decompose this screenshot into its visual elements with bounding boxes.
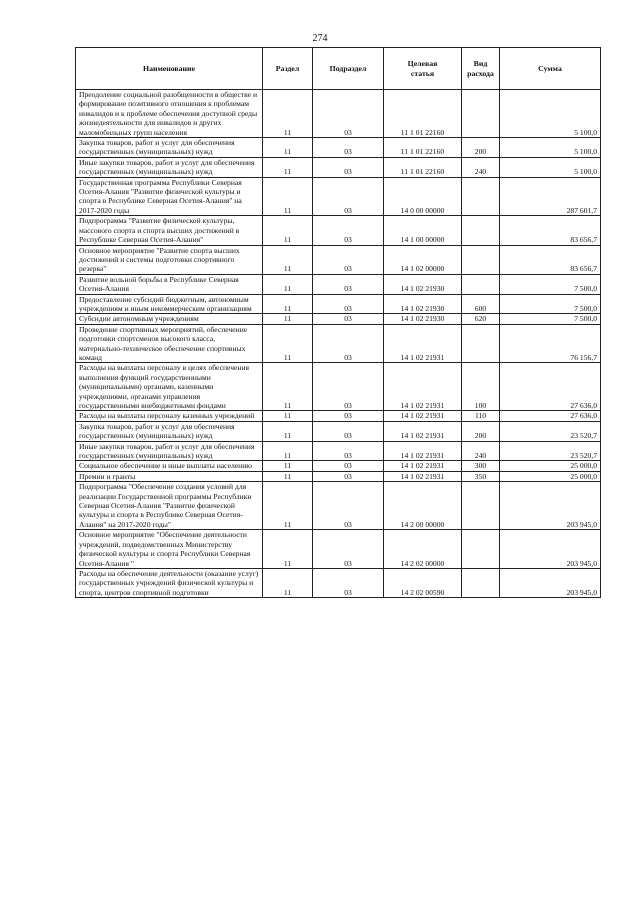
table-row [76,568,601,597]
cell-expense: 240 [462,441,500,461]
cell-expense: 200 [462,138,500,158]
cell-section: 11 [263,324,313,363]
cell-expense: 240 [462,157,500,177]
header-expense-line1: Вид [473,58,488,68]
table-row [76,421,601,441]
cell-amount: 287 601,7 [500,177,601,216]
cell-name: Иные закупки товаров, работ и услуг для обеспечения государственных (муниципальных) нужд [76,157,263,177]
cell-section: 11 [263,274,313,294]
table-row [76,157,601,177]
cell-target: 14 1 02 21930 [384,314,462,324]
cell-amount: 7 500,0 [500,294,601,314]
header-name: Наименование [76,48,263,90]
cell-name: Подпрограмма "Развитие физической культуры, массового спорта и спорта высших достижений в Республике Северная Осетия-Алания" [76,216,263,245]
table-row [76,314,601,324]
cell-amount: 27 636,0 [500,363,601,411]
cell-target: 14 1 02 00000 [384,245,462,274]
budget-table [75,47,601,598]
cell-expense: 350 [462,471,500,481]
table-row [76,471,601,481]
cell-section: 11 [263,471,313,481]
cell-subsection: 03 [313,314,384,324]
cell-name: Премии и гранты [76,471,263,481]
cell-name: Расходы на выплаты персоналу в целях обеспечения выполнения функций государственными (муниципальными) органами, казенными учреждениями, органами управления государственными внебюджетными фондами [76,363,263,411]
header-target [384,48,462,90]
cell-expense: 600 [462,294,500,314]
cell-target: 14 1 02 21931 [384,441,462,461]
cell-target: 14 1 02 21931 [384,461,462,471]
cell-expense: 300 [462,461,500,471]
header-expense [462,48,500,90]
cell-subsection: 03 [313,157,384,177]
cell-target: 14 2 00 00000 [384,482,462,530]
cell-subsection: 03 [313,363,384,411]
cell-expense: 620 [462,314,500,324]
cell-name: Иные закупки товаров, работ и услуг для обеспечения государственных (муниципальных) нужд [76,441,263,461]
cell-target: 11 1 01 22160 [384,90,462,138]
table-row [76,274,601,294]
cell-expense [462,274,500,294]
cell-name: Проведение спортивных мероприятий, обеспечение подготовки спортсменов высокого класса, материально-техническое обеспечение спортивных команд [76,324,263,363]
cell-target: 14 1 02 21931 [384,363,462,411]
cell-expense [462,216,500,245]
table-row [76,324,601,363]
table-row [76,294,601,314]
cell-expense [462,482,500,530]
cell-section: 11 [263,177,313,216]
cell-name: Подпрограмма "Обеспечение создания условий для реализации Государственной программы Республики Северная Осетия-Алания "Развитие физической культуры и спорта в Республике Северная Осетия-Алания" на 2017-2020 годы" [76,482,263,530]
header-section: Раздел [263,48,313,90]
cell-amount: 203 945,0 [500,530,601,569]
cell-amount: 7 500,0 [500,314,601,324]
table-row [76,461,601,471]
cell-name: Закупка товаров, работ и услуг для обеспечения государственных (муниципальных) нужд [76,138,263,158]
cell-amount: 27 636,0 [500,411,601,421]
cell-subsection: 03 [313,274,384,294]
header-target-line2: статья [410,68,435,78]
table-row [76,138,601,158]
cell-subsection: 03 [313,90,384,138]
cell-target: 11 1 01 22160 [384,157,462,177]
table-row [76,530,601,569]
cell-amount: 83 656,7 [500,216,601,245]
cell-subsection: 03 [313,177,384,216]
cell-name: Закупка товаров, работ и услуг для обеспечения государственных (муниципальных) нужд [76,421,263,441]
cell-section: 11 [263,216,313,245]
cell-amount: 25 000,0 [500,461,601,471]
cell-expense [462,245,500,274]
cell-target: 14 1 02 21930 [384,294,462,314]
cell-amount: 76 156,7 [500,324,601,363]
cell-subsection: 03 [313,216,384,245]
cell-expense [462,90,500,138]
cell-target: 14 1 02 21930 [384,274,462,294]
cell-section: 11 [263,157,313,177]
cell-expense [462,568,500,597]
cell-subsection: 03 [313,421,384,441]
cell-subsection: 03 [313,245,384,274]
cell-name: Развитие вольной борьбы в Республике Северная Осетия-Алания [76,274,263,294]
cell-name: Расходы на обеспечение деятельности (оказание услуг) государственных учреждений физической культуры и спорта, центров спортивной подготовки [76,568,263,597]
table-row [76,441,601,461]
cell-amount: 7 500,0 [500,274,601,294]
cell-subsection: 03 [313,482,384,530]
cell-target: 14 1 02 21931 [384,324,462,363]
cell-section: 11 [263,461,313,471]
cell-target: 14 1 02 21931 [384,421,462,441]
cell-target: 14 1 02 21931 [384,411,462,421]
cell-name: Расходы на выплаты персоналу казенных учреждений [76,411,263,421]
header-subsection: Подраздел [313,48,384,90]
table-row [76,411,601,421]
cell-subsection: 03 [313,530,384,569]
cell-expense: 200 [462,421,500,441]
cell-section: 11 [263,530,313,569]
cell-target: 14 1 00 00000 [384,216,462,245]
cell-amount: 5 100,0 [500,138,601,158]
cell-subsection: 03 [313,568,384,597]
table-row [76,245,601,274]
page-number: 274 [312,33,328,44]
cell-section: 11 [263,138,313,158]
table-row [76,482,601,530]
table-header [76,48,601,90]
cell-target: 14 1 02 21931 [384,471,462,481]
cell-target: 14 2 02 00000 [384,530,462,569]
cell-name: Субсидии автономным учреждениям [76,314,263,324]
cell-amount: 203 945,0 [500,568,601,597]
cell-section: 11 [263,421,313,441]
cell-subsection: 03 [313,441,384,461]
cell-expense: 100 [462,363,500,411]
cell-subsection: 03 [313,294,384,314]
cell-target: 14 2 02 00590 [384,568,462,597]
cell-amount: 25 000,0 [500,471,601,481]
cell-expense [462,324,500,363]
cell-name: Предоставление субсидий бюджетным, автономным учреждениям и иным некоммерческим организациям [76,294,263,314]
table-row [76,216,601,245]
header-amount: Сумма [500,48,601,90]
cell-section: 11 [263,482,313,530]
cell-section: 11 [263,294,313,314]
cell-amount: 203 945,0 [500,482,601,530]
cell-amount: 23 520,7 [500,421,601,441]
cell-section: 11 [263,245,313,274]
cell-expense [462,177,500,216]
cell-name: Основное мероприятие "Обеспечение деятельности учреждений, подведомственных Министерству физической культуры и спорта Республики Северная Осетия-Алания " [76,530,263,569]
cell-section: 11 [263,441,313,461]
cell-section: 11 [263,363,313,411]
cell-amount: 5 100,0 [500,90,601,138]
cell-name: Преодоление социальной разобщенности в обществе и формирование позитивного отношения к проблемам инвалидов и к проблеме обеспечения доступной среды жизнедеятельности для инвалидов и других маломобильных групп населения [76,90,263,138]
cell-expense [462,530,500,569]
cell-section: 11 [263,411,313,421]
cell-target: 11 1 01 22160 [384,138,462,158]
header-target-line1: Целевая [407,58,438,68]
cell-name: Государственная программа Республики Северная Осетия-Алания "Развитие физической культуры и спорта в Республике Северная Осетия-Алания" на 2017-2020 годы [76,177,263,216]
cell-section: 11 [263,90,313,138]
cell-expense: 110 [462,411,500,421]
cell-section: 11 [263,314,313,324]
table-row [76,363,601,411]
cell-name: Социальное обеспечение и иные выплаты населению [76,461,263,471]
header-expense-line2: расхода [467,68,494,78]
table-row [76,90,601,138]
cell-amount: 5 100,0 [500,157,601,177]
cell-subsection: 03 [313,461,384,471]
cell-subsection: 03 [313,411,384,421]
cell-subsection: 03 [313,471,384,481]
cell-amount: 23 520,7 [500,441,601,461]
cell-amount: 83 656,7 [500,245,601,274]
cell-section: 11 [263,568,313,597]
cell-subsection: 03 [313,324,384,363]
cell-subsection: 03 [313,138,384,158]
table-row [76,177,601,216]
cell-target: 14 0 00 00000 [384,177,462,216]
cell-name: Основное мероприятие "Развитие спорта высших достижений и системы подготовки спортивного резерва" [76,245,263,274]
